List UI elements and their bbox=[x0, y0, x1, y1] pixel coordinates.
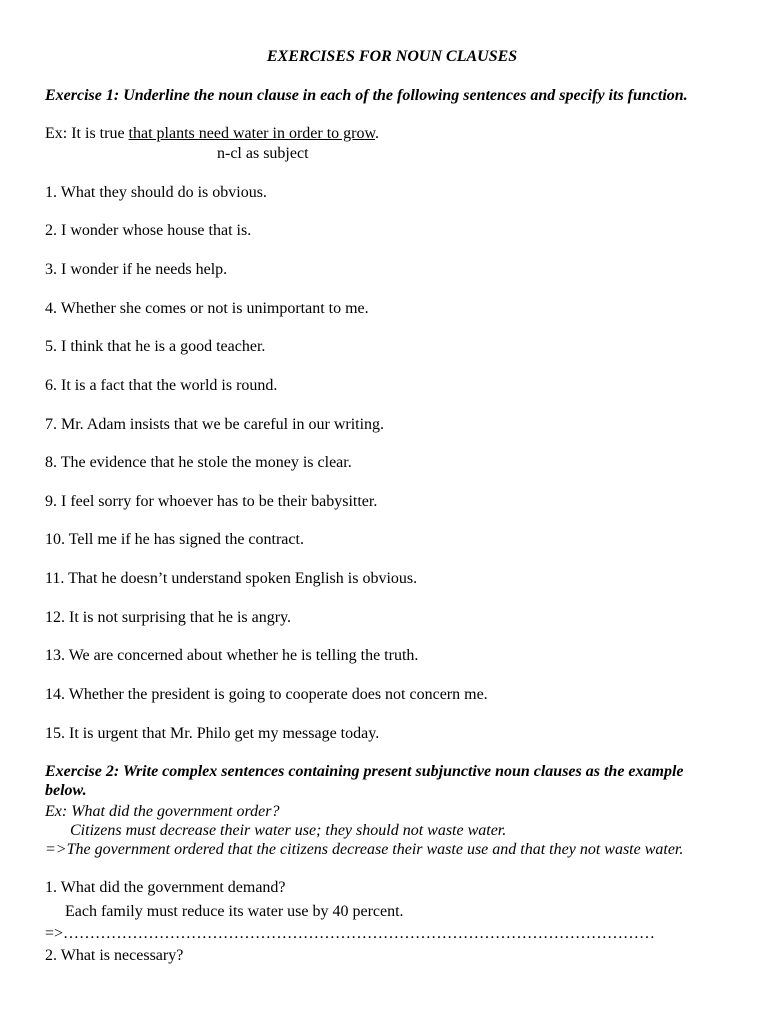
exercise1-item: 11. That he doesn’t understand spoken English is obvious. bbox=[45, 570, 418, 587]
exercise1-item: 1. What they should do is obvious. bbox=[45, 184, 267, 201]
exercise2-item-statement: Each family must reduce its water use by 40 percent. bbox=[65, 903, 404, 920]
exercise1-example bbox=[45, 124, 379, 143]
exercise1-item: 9. I feel sorry for whoever has to be their babysitter. bbox=[45, 493, 378, 510]
exercise1-item: 6. It is a fact that the world is round. bbox=[45, 377, 278, 394]
exercise1-item: 4. Whether she comes or not is unimportant to me. bbox=[45, 300, 369, 317]
exercise1-item: 5. I think that he is a good teacher. bbox=[45, 338, 266, 355]
example-suffix: . bbox=[374, 125, 379, 142]
example-prefix: Ex: It is true bbox=[45, 125, 129, 142]
exercise1-item: 2. I wonder whose house that is. bbox=[45, 222, 252, 239]
exercise2-example-answer: =>The government ordered that the citizens decrease their waste use and that they not waste water. bbox=[45, 841, 684, 858]
exercise2-item-question: 1. What did the government demand? bbox=[45, 879, 286, 896]
exercise2-example-question: Ex: What did the government order? bbox=[45, 803, 280, 820]
exercise1-item: 13. We are concerned about whether he is telling the truth. bbox=[45, 647, 419, 664]
exercise2-answer-line: =>………………………………………………………………………………………………… bbox=[45, 925, 656, 942]
exercise1-item: 15. It is urgent that Mr. Philo get my message today. bbox=[45, 725, 380, 742]
example-function-note: n-cl as subject bbox=[217, 145, 309, 162]
example-noun-clause: that plants need water in order to grow bbox=[128, 125, 375, 142]
exercise1-item: 10. Tell me if he has signed the contract. bbox=[45, 531, 304, 548]
exercise1-item: 7. Mr. Adam insists that we be careful in our writing. bbox=[45, 416, 385, 433]
exercise2-item-question: 2. What is necessary? bbox=[45, 947, 184, 964]
exercise2-example-statement: Citizens must decrease their water use; they should not waste water. bbox=[70, 822, 507, 839]
exercise2-heading: Exercise 2: Write complex sentences containing present subjunctive noun clauses as the example below. bbox=[45, 763, 684, 799]
page-title: EXERCISES FOR NOUN CLAUSES bbox=[266, 48, 518, 65]
exercise1-item: 12. It is not surprising that he is angry. bbox=[45, 609, 292, 626]
exercise1-heading: Exercise 1: Underline the noun clause in each of the following sentences and specify its function. bbox=[45, 87, 688, 104]
exercise1-item: 8. The evidence that he stole the money is clear. bbox=[45, 454, 352, 471]
exercise1-item: 14. Whether the president is going to cooperate does not concern me. bbox=[45, 686, 488, 703]
exercise1-item: 3. I wonder if he needs help. bbox=[45, 261, 228, 278]
